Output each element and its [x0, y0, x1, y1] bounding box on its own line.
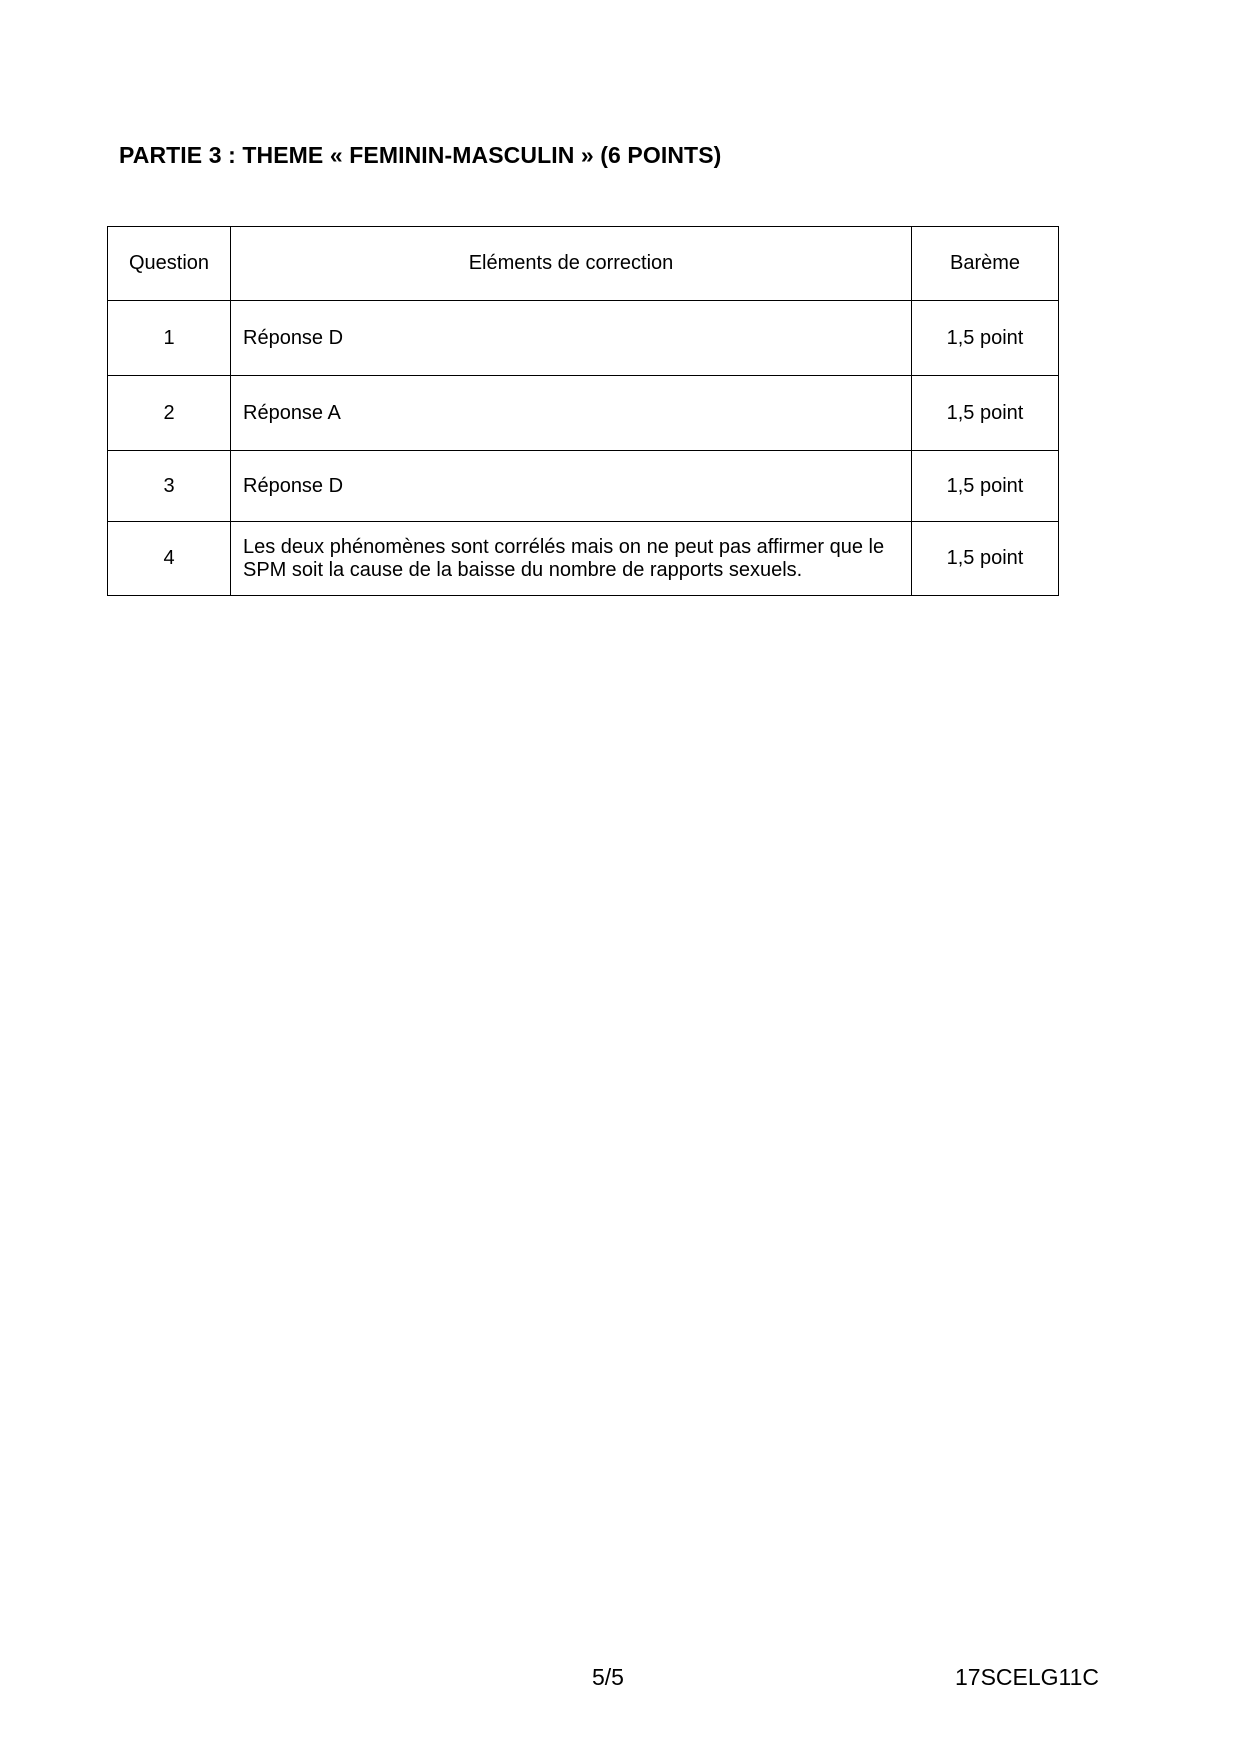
header-elements: Eléments de correction [231, 227, 912, 301]
row-correction-element: Réponse D [231, 301, 912, 376]
row-correction-element: Réponse A [231, 376, 912, 451]
page-number: 5/5 [592, 1664, 624, 1690]
header-bareme: Barème [912, 227, 1059, 301]
header-question: Question [108, 227, 231, 301]
table-row [108, 451, 1059, 522]
row-question-number: 1 [108, 301, 231, 376]
document-code: 17SCELG11C [955, 1664, 1100, 1690]
row-question-number: 4 [108, 522, 231, 596]
row-correction-element: Les deux phénomènes sont corrélés mais on ne peut pas affirmer que le SPM soit la cause de la baisse du nombre de rapports sexuels. [231, 522, 912, 596]
table-row [108, 376, 1059, 451]
row-bareme: 1,5 point [912, 376, 1059, 451]
row-correction-element: Réponse D [231, 451, 912, 522]
page-title: PARTIE 3 : THEME « FEMININ-MASCULIN » (6 POINTS) [119, 142, 722, 168]
row-question-number: 2 [108, 376, 231, 451]
table-header-row [108, 227, 1059, 301]
row-question-number: 3 [108, 451, 231, 522]
row-bareme: 1,5 point [912, 522, 1059, 596]
row-bareme: 1,5 point [912, 301, 1059, 376]
table-row [108, 522, 1059, 596]
table-row [108, 301, 1059, 376]
grading-table [107, 226, 1059, 596]
row-bareme: 1,5 point [912, 451, 1059, 522]
